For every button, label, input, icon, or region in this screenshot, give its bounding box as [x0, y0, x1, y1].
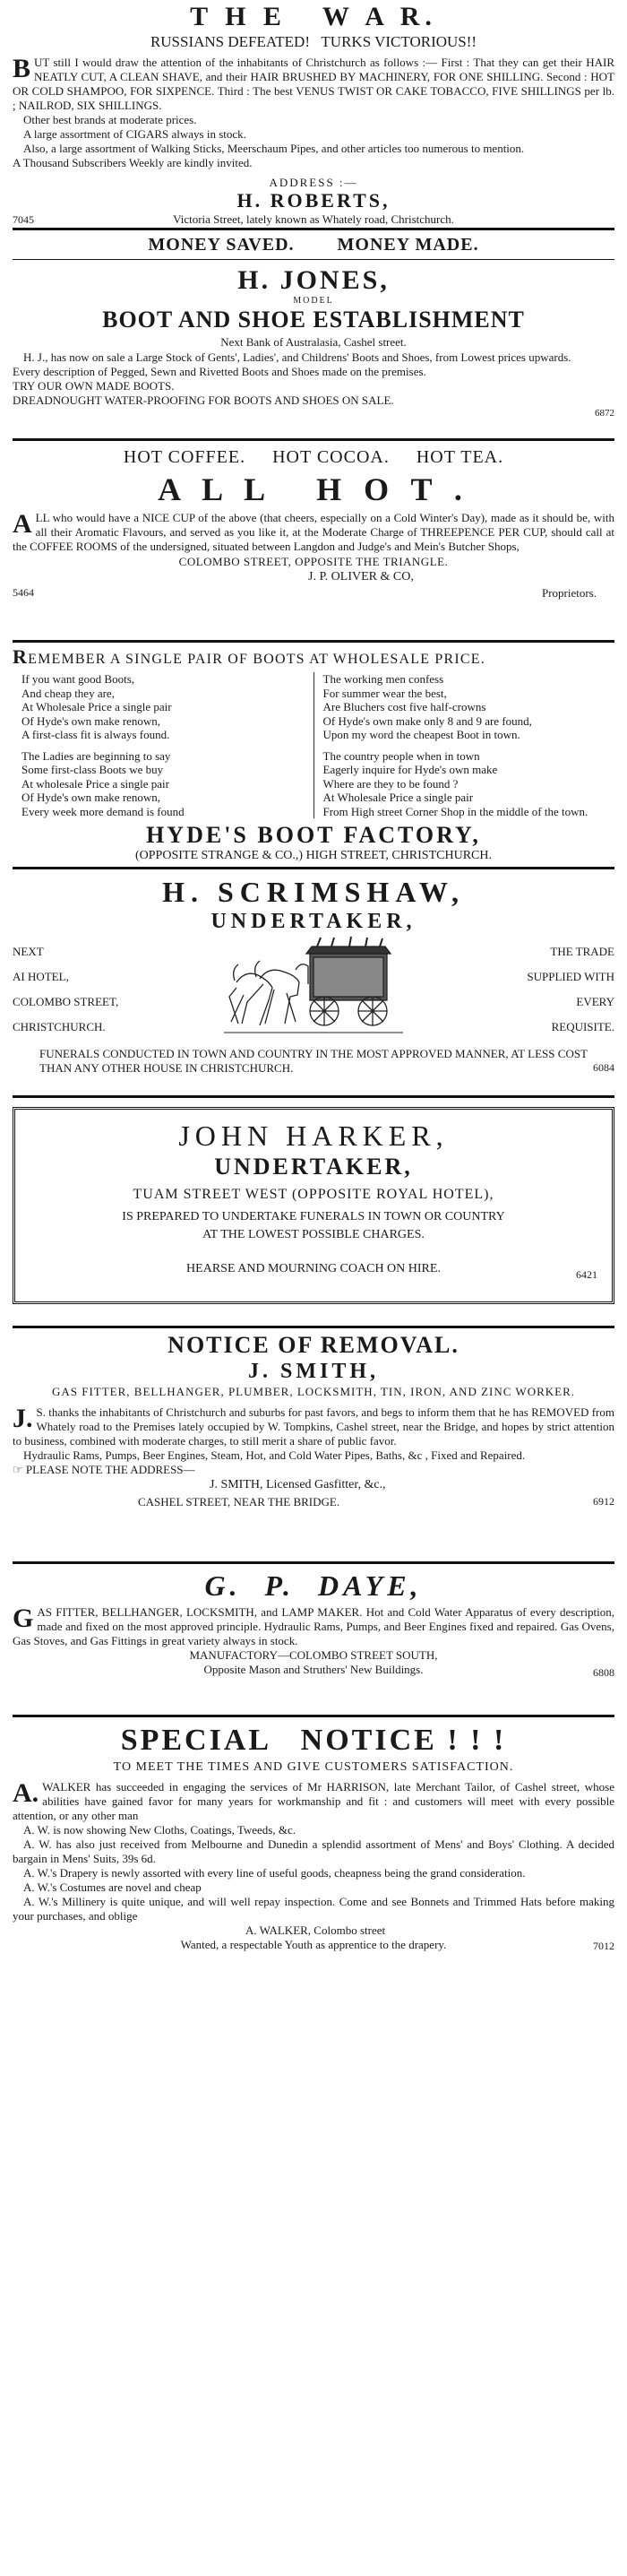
ad-body: WALKER has succeeded in engaging the services of Mr HARRISON, late Merchant Tailor, of Cashel street, whose abilities have gained favor for many years for workmanship and fit : and customers will meet with every possible attention, or any other man [13, 1780, 614, 1822]
verse-line: Upon my word the cheapest Boot in town. [322, 728, 520, 741]
verse-line: And cheap they are, [21, 686, 115, 700]
ad-line: HEARSE AND MOURNING COACH ON HIRE. [186, 1262, 441, 1275]
verse-line: Some first-class Boots we buy [21, 763, 164, 776]
verse-line: At Wholesale Price a single pair [322, 791, 474, 804]
ad-subtitle: RUSSIANS DEFEATED! TURKS VICTORIOUS!! [150, 33, 477, 50]
verse-line: The working men confess [322, 672, 444, 686]
walker-item: A. W. is now showing New Cloths, Coatings, Tweeds, &c. [23, 1823, 296, 1837]
war-advertisement [13, 0, 614, 228]
verse-line: The Ladies are beginning to say [21, 748, 171, 763]
walker-item: A. W.'s Millinery is quite unique, and will well repay inspection. Come and see Bonnets and Trimmed Hats before making your purchases, and oblige [13, 1895, 614, 1923]
ad-line: MANUFACTORY—COLOMBO STREET SOUTH, [189, 1648, 438, 1662]
ad-line: TRY OUR OWN MADE BOOTS. [13, 379, 175, 393]
walker-advertisement [13, 1717, 614, 1952]
advertiser-role: UNDERTAKER, [210, 910, 417, 933]
advertiser-name: H. JONES, [237, 265, 390, 295]
advertiser-name: J. P. OLIVER & CO, [308, 570, 414, 583]
stanza-gap [21, 742, 314, 749]
ad-body: S. thanks the inhabitants of Christchurch and suburbs for past favors, and begs to inform them that he has REMOVED from Whately road to the Premises lately occupied by W. Tompkins, Cashel street, near the Bridge, and hopes by strict attention to business, combined with moderate charges, to still merit a share of public favor. [13, 1405, 614, 1448]
trade-block [480, 939, 614, 1040]
ad-title: BOOT AND SHOE ESTABLISHMENT [102, 307, 525, 333]
verse-line: If you want good Boots, [21, 672, 135, 686]
ad-body: LL who would have a NICE CUP of the above (that cheers, especially on a Cold Winter's Day), made as it should be, with all their Aromatic Flavours, and served as you like it, at the Moderate Charge of THREEPENCE PER CUP, should call at the COFFEE ROOMS of the undersigned, situated between Langdon and Judge's and Mein's Butcher Shops, [13, 511, 614, 553]
ad-line: Wanted, a respectable Youth as apprentice to the drapery. [180, 1938, 447, 1951]
trade-line: THE TRADE [550, 945, 614, 958]
ad-body: FUNERALS CONDUCTED IN TOWN AND COUNTRY IN THE MOST APPROVED MANNER, AT LESS COST THAN ANY OTHER HOUSE IN CHRISTCHURCH. [39, 1047, 588, 1075]
smith-advertisement [13, 1328, 614, 1561]
divider [13, 259, 614, 260]
ad-number: 7012 [593, 1940, 614, 1952]
verse-line: Eagerly inquire for Hyde's own make [322, 763, 498, 776]
address-line: AI HOTEL, [13, 970, 69, 983]
hyde-advertisement [13, 643, 614, 867]
trade-line: REQUISITE. [551, 1020, 614, 1033]
advertiser-name: JOHN HARKER, [178, 1119, 449, 1152]
walker-item: A. W.'s Costumes are novel and cheap [23, 1880, 202, 1894]
ad-body: AS FITTER, BELLHANGER, LOCKSMITH, and LAMP MAKER. Hot and Cold Water Apparatus of every description, made and fixed on the most approved principle. Hydraulic Rams, Pumps, and Beer Engines fixed and repaired. Gas Ovens, Gas Stoves, and Gas Fittings in great variety always in stock. [13, 1605, 614, 1647]
advertiser-name: H. ROBERTS, [236, 189, 391, 212]
scrimshaw-advertisement [13, 869, 614, 1095]
advertiser-signature: J. SMITH, Licensed Gasfitter, &c., [210, 1478, 386, 1491]
stanza-gap [323, 742, 615, 749]
harker-advertisement [13, 1098, 614, 1326]
walker-item-list [13, 1823, 614, 1923]
verse-line: At wholesale Price a single pair [21, 776, 169, 791]
ad-line: ☞ PLEASE NOTE THE ADDRESS— [13, 1463, 195, 1476]
walker-item: A. W. has also just received from Melbourne and Dunedin a splendid assortment of Mens' and Boys' Clothing. A decided bargain in Mens' Suits, 39s 6d. [13, 1837, 614, 1865]
ad-title: NOTICE OF REMOVAL. [167, 1332, 460, 1358]
ad-number: 6912 [593, 1495, 614, 1508]
ad-line: A Thousand Subscribers Weekly are kindly invited. [13, 156, 253, 169]
ad-line: IS PREPARED TO UNDERTAKE FUNERALS IN TOWN OR COUNTRY [122, 1210, 505, 1223]
headline-text: EMEMBER A SINGLE PAIR OF BOOTS AT WHOLESALE PRICE. [28, 652, 485, 667]
ad-label: MODEL [293, 296, 334, 306]
ad-line: A large assortment of CIGARS always in stock. [23, 127, 246, 141]
ad-body: H. J., has now on sale a Large Stock of Gents', Ladies', and Childrens' Boots and Shoes, from Lowest prices upwards. [23, 350, 571, 364]
advertiser-name: J. SMITH, [247, 1360, 379, 1383]
advertiser-signature: A. WALKER, Colombo street [245, 1923, 386, 1937]
ad-title: SPECIAL NOTICE ! ! ! [120, 1724, 507, 1757]
ad-number: 6808 [593, 1666, 614, 1679]
ad-title: HYDE'S BOOT FACTORY, [146, 822, 481, 848]
advertiser-trades: GAS FITTER, BELLHANGER, PLUMBER, LOCKSMITH, TIN, IRON, AND ZINC WORKER. [51, 1385, 576, 1398]
walker-item: A. W.'s Drapery is newly assorted with every line of useful goods, cheapness being the grand consideration. [23, 1866, 526, 1880]
verse-line: Of Hyde's own make renown, [21, 791, 161, 804]
ad-number: 6872 [595, 408, 614, 419]
ad-subtitle: TO MEET THE TIMES AND GIVE CUSTOMERS SATISFACTION. [113, 1760, 514, 1774]
ad-line: AT THE LOWEST POSSIBLE CHARGES. [202, 1228, 425, 1241]
ad-line: Also, a large assortment of Walking Sticks, Meerschaum Pipes, and other articles too numerous to mention. [23, 142, 525, 155]
drop-cap: G [13, 1604, 34, 1633]
ad-line: Every description of Pegged, Sewn and Rivetted Boots and Shoes made on the premises. [13, 365, 426, 378]
daye-advertisement [13, 1564, 614, 1715]
verse-line: For summer wear the best, [322, 686, 447, 700]
verse-line: Of Hyde's own make renown, [21, 713, 161, 728]
ad-line: Other best brands at moderate prices. [23, 113, 197, 126]
drop-cap: A [13, 509, 32, 539]
drop-cap: B [13, 54, 31, 83]
ad-location: Next Bank of Australasia, Cashel street. [220, 335, 407, 349]
ad-headline [13, 645, 614, 669]
verse-line: A first-class fit is always found. [21, 728, 170, 741]
advertiser-name: G. P. DAYE, [204, 1569, 423, 1602]
ad-line: Opposite Mason and Struthers' New Buildings. [203, 1663, 424, 1676]
advertiser-address: Victoria Street, lately known as Whately road, Christchurch. [173, 212, 454, 226]
verse-right-column [323, 672, 615, 818]
ad-title: A L L H O T . [158, 471, 469, 507]
oliver-advertisement [13, 441, 614, 640]
ad-title: T H E W A R. [190, 2, 437, 31]
verse-line: At Wholesale Price a single pair [21, 700, 172, 713]
address-line: COLOMBO STREET, [13, 995, 119, 1008]
verse-line: From High street Corner Shop in the middle of the town. [322, 804, 588, 818]
address-line: NEXT [13, 945, 44, 958]
advertiser-role: UNDERTAKER, [214, 1154, 413, 1180]
advertiser-address: (OPPOSITE STRANGE & CO.,) HIGH STREET, CHRISTCHURCH. [135, 849, 492, 862]
ad-banner: MONEY SAVED. MONEY MADE. [148, 235, 479, 255]
ad-line: Hydraulic Rams, Pumps, Beer Engines, Steam, Hot, and Cold Water Pipes, Baths, &c , Fixed and Repaired. [23, 1448, 526, 1462]
advertiser-role: Proprietors. [541, 586, 597, 600]
ad-number: 5464 [13, 586, 34, 599]
ad-number: 6084 [593, 1061, 614, 1074]
ad-banner: HOT COFFEE. HOT COCOA. HOT TEA. [123, 447, 504, 467]
trade-line: EVERY [576, 995, 614, 1008]
hearse-illustration [224, 934, 403, 1038]
harker-border-box [13, 1107, 614, 1304]
advertiser-address: CASHEL STREET, NEAR THE BRIDGE. [138, 1495, 340, 1508]
verse-line: The country people when in town [322, 748, 480, 763]
address-line: CHRISTCHURCH. [13, 1020, 106, 1033]
ad-location: COLOMBO STREET, OPPOSITE THE TRIANGLE. [178, 555, 449, 568]
drop-cap: R [13, 645, 29, 668]
verse-line: Where are they to be found ? [322, 776, 459, 791]
advertiser-address: TUAM STREET WEST (OPPOSITE ROYAL HOTEL), [133, 1187, 494, 1202]
verse-left-column [13, 672, 314, 818]
ad-line: DREADNOUGHT WATER-PROOFING FOR BOOTS AND SHOES ON SALE. [13, 393, 394, 407]
address-label: ADDRESS :— [269, 176, 358, 189]
ad-body: UT still I would draw the attention of the inhabitants of Christchurch as follows :— First : That they can get their HAIR NEATLY CUT, A CLEAN SHAVE, and their HAIR BRUSHED BY MACHINERY, FOR ONE SHILLING. Second : HOT OR COLD SHAMPOO, FOR SIXPENCE. Third : The best VENUS TWIST OR CAKE TOBACCO, FIVE SHILLINGS per lb. ; NAILROD, SIX SHILLINGS. [13, 56, 614, 112]
jones-advertisement [13, 230, 614, 438]
ad-number: 6421 [576, 1268, 597, 1281]
address-block [13, 939, 147, 1040]
drop-cap: J. [13, 1404, 33, 1433]
verse-line: Of Hyde's own make only 8 and 9 are found, [322, 713, 532, 728]
trade-line: SUPPLIED WITH [527, 970, 614, 983]
ad-number: 7045 [13, 213, 34, 226]
verse-line: Every week more demand is found [21, 804, 185, 818]
advertiser-name: H. SCRIMSHAW, [162, 876, 465, 908]
verse-line: Are Bluchers cost five half-crowns [322, 700, 486, 713]
drop-cap: A. [13, 1778, 39, 1808]
